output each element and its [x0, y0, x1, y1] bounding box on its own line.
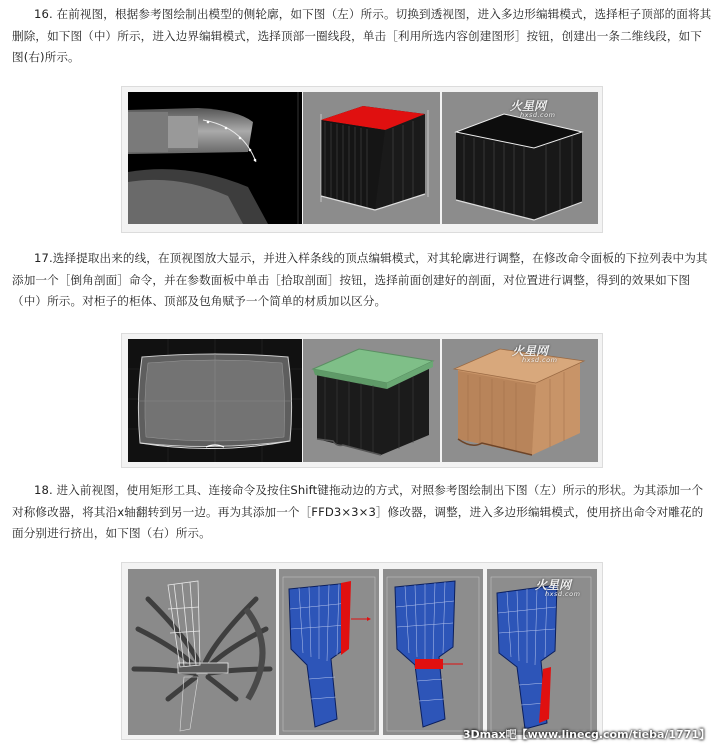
hxsd-watermark: 火星网 hxsd.com	[535, 578, 581, 598]
step-17-text: 17.选择提取出来的线，在顶视图放大显示，并进入样条线的顶点编辑模式，对其轮廓进行调整，在修改命令面板的下拉列表中为其添加一个［倒角剖面］命令，并在参数面板中单击［拾取剖面］按钮，选择前面创建好的剖面，对位置进行调整，得到的效果如下图（中）所示。对柜子的柜体、顶部及包角赋予一个简单的材质加以区分。	[12, 251, 708, 308]
perspective-carving-red-side-image	[279, 569, 379, 735]
perspective-carving-red-middle-image	[383, 569, 483, 735]
figure-step-17	[121, 333, 603, 468]
perspective-red-top-image	[303, 92, 440, 224]
front-view-profile-image	[128, 92, 302, 224]
perspective-carving-red-bottom-image	[487, 569, 597, 735]
step-18-text: 18. 进入前视图，使用矩形工具、连接命令及按住Shift键拖动边的方式，对照参考图绘制出下图（左）所示的形状。为其添加一个对称修改器，将其沿x轴翻转到另一边。再为其添加一个［FFD3×3×3］修改器，调整，进入多边形编辑模式，使用挤出命令对雕花的面分别进行挤出，如下图（右）所示。	[12, 483, 704, 540]
perspective-wood-material-image	[442, 339, 598, 462]
hxsd-watermark: 火星网 hxsd.com	[512, 344, 558, 364]
figure-step-16	[121, 86, 603, 233]
perspective-outline-image	[442, 92, 598, 224]
hxsd-watermark: 火星网 hxsd.com	[510, 99, 556, 119]
top-view-spline-image	[128, 339, 302, 462]
perspective-green-top-image	[303, 339, 440, 462]
front-view-carving-image	[128, 569, 276, 735]
figure-step-18	[121, 562, 603, 740]
step-16-text: 16. 在前视图，根据参考图绘制出模型的侧轮廓，如下图（左）所示。切换到透视图，进入多边形编辑模式，选择柜子顶部的面将其删除，如下图（中）所示，进入边界编辑模式，选择顶部一圈线段，单击［利用所选内容创建图形］按钮，创建出一条二维线段，如下图(右)所示。	[12, 7, 712, 64]
footer-watermark: 3Dmax吧【www.linecg.com/tieba/1771】	[462, 728, 710, 741]
